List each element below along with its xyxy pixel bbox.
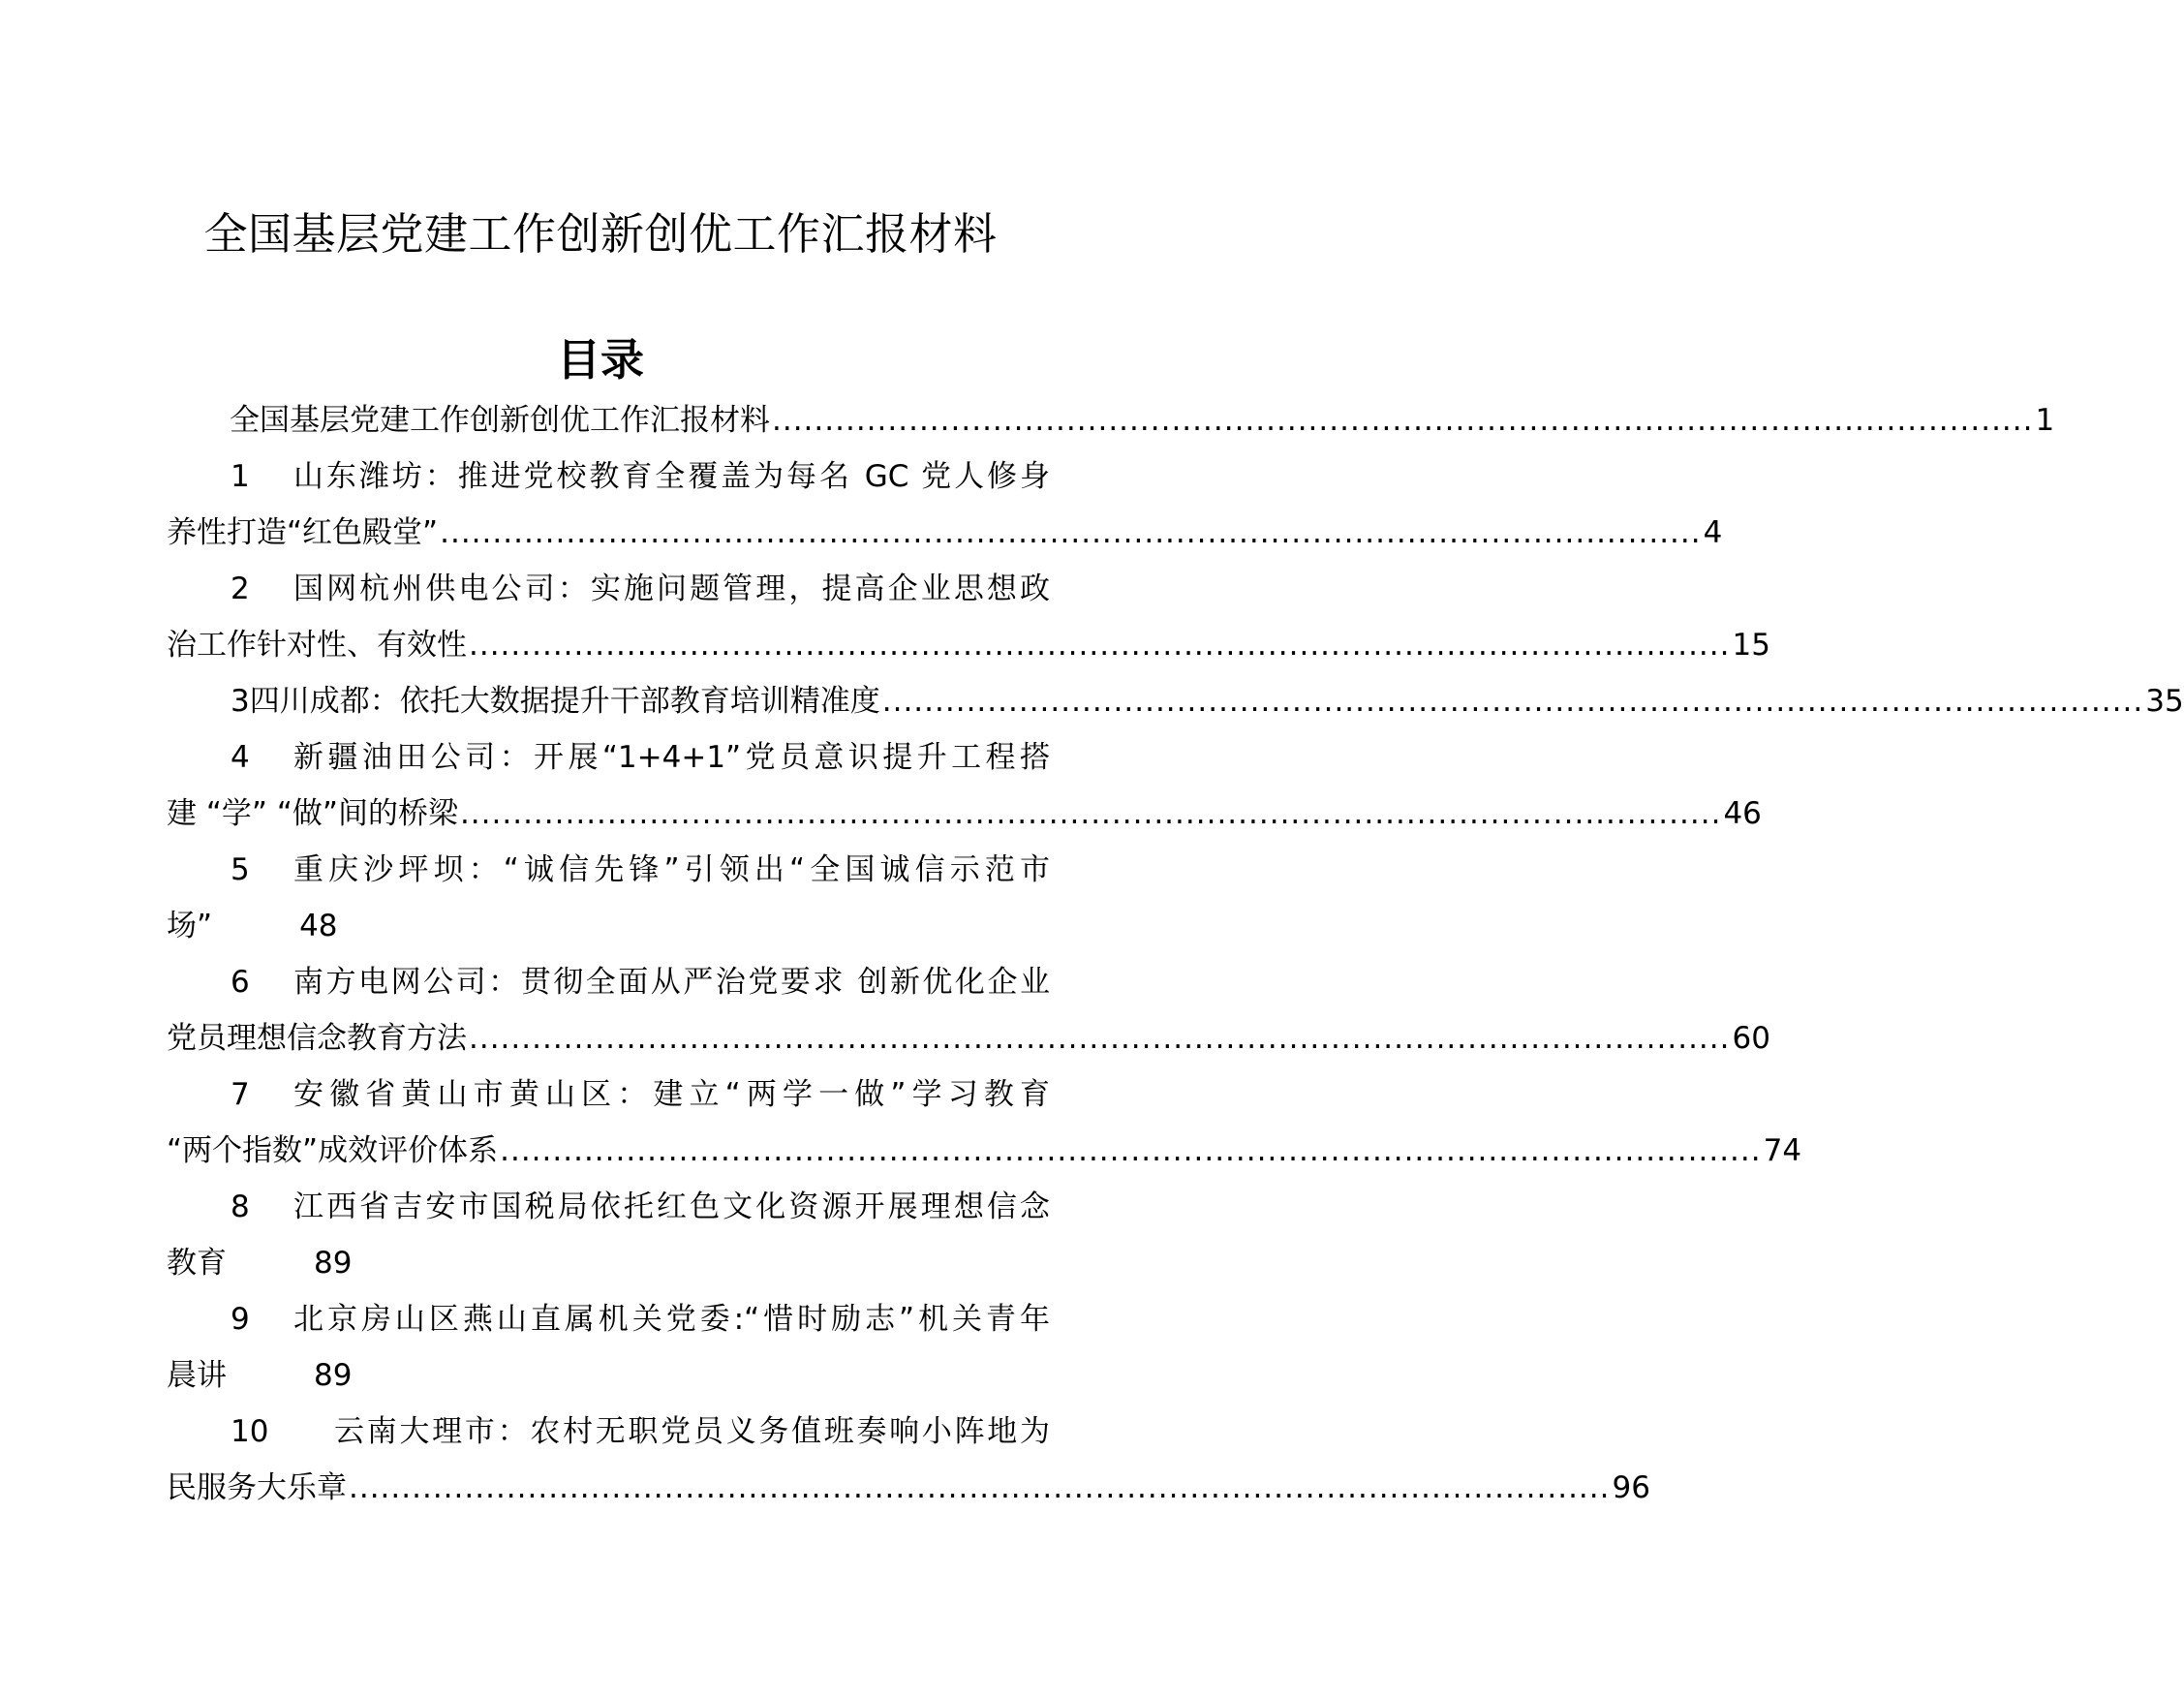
- toc-entry-number: 1: [231, 459, 250, 494]
- toc-entry-text: 山东潍坊：推进党校教育全覆盖为每名 GC 党人修身: [293, 459, 1050, 494]
- toc-entry-text: 北京房山区燕山直属机关党委:“惜时励志”机关青年: [293, 1302, 1050, 1337]
- toc-leader-dots: ........................................................................................................................: [881, 684, 2144, 719]
- toc-entry-text: 全国基层党建工作创新创优工作汇报材料: [230, 403, 770, 438]
- toc-entry-6-line2[interactable]: [167, 1010, 1770, 1066]
- toc-entry-3-line1[interactable]: [167, 673, 2184, 729]
- toc-page-number: 48: [299, 909, 338, 943]
- toc-entry-8-line1[interactable]: [167, 1179, 1050, 1235]
- toc-entry-text: 安徽省黄山市黄山区：建立“两学一做”学习教育: [293, 1077, 1050, 1112]
- toc-page-number: 96: [1612, 1470, 1650, 1505]
- toc-page-number: 74: [1763, 1133, 1802, 1168]
- toc-entry-6-line1[interactable]: [167, 954, 1050, 1010]
- toc-leader-dots: ........................................................................................................................: [772, 403, 2034, 438]
- toc-entry-text: 国网杭州供电公司：实施问题管理，提高企业思想政: [293, 571, 1050, 606]
- toc-entry-1-line1[interactable]: [167, 448, 1050, 505]
- toc-entry-number: 6: [231, 965, 250, 1000]
- toc-leader-dots: ........................................................................................................................: [459, 796, 1722, 831]
- toc-entry-text-cont: “两个指数”成效评价体系: [167, 1133, 499, 1168]
- toc-entry-number: 9: [231, 1302, 250, 1337]
- toc-heading: 目录: [556, 334, 644, 386]
- toc-entry-1-line2[interactable]: [167, 505, 1723, 561]
- toc-page-number: 89: [314, 1358, 353, 1393]
- toc-entry-4-line2[interactable]: [167, 786, 1762, 842]
- toc-entry-9-line1[interactable]: [167, 1291, 1050, 1347]
- toc-entry-text: 重庆沙坪坝：“诚信先锋”引领出“全国诚信示范市: [293, 852, 1050, 887]
- toc-page-number: 1: [2035, 403, 2055, 438]
- document-title: 全国基层党建工作创新创优工作汇报材料: [203, 208, 998, 260]
- toc-entry-text: 南方电网公司：贯彻全面从严治党要求 创新优化企业: [293, 965, 1050, 1000]
- toc-entry-5-line1[interactable]: [167, 842, 1050, 898]
- toc-entry-4-line1[interactable]: [167, 729, 1050, 786]
- table-of-contents: [167, 392, 2184, 1516]
- toc-entry-number: 3: [231, 684, 250, 719]
- toc-entry-text: 云南大理市：农村无职党员义务值班奏响小阵地为: [334, 1414, 1050, 1449]
- toc-entry-9-line2[interactable]: [167, 1347, 1050, 1404]
- toc-entry-text-cont: 治工作针对性、有效性: [167, 628, 467, 663]
- toc-entry-text-cont: 建 “学” “做”间的桥梁: [167, 796, 458, 831]
- toc-leader-dots: ........................................................................................................................: [469, 1021, 1731, 1056]
- toc-page-number: 89: [314, 1246, 353, 1281]
- toc-entry-text-cont: 养性打造“红色殿堂”: [167, 515, 439, 550]
- toc-leader-dots: ........................................................................................................................: [349, 1470, 1611, 1505]
- toc-entry-text: 江西省吉安市国税局依托红色文化资源开展理想信念: [293, 1189, 1050, 1224]
- toc-entry-text: 新疆油田公司：开展“1+4+1”党员意识提升工程搭: [293, 740, 1050, 775]
- toc-entry-text: 四川成都：依托大数据提升干部教育培训精准度: [249, 684, 880, 719]
- toc-entry-7-line1[interactable]: [167, 1066, 1050, 1123]
- toc-entry-text-cont: 场”: [167, 909, 213, 943]
- toc-entry-10-line2[interactable]: [167, 1460, 1650, 1516]
- toc-entry-10-line1[interactable]: [167, 1404, 1050, 1460]
- toc-page-number: 15: [1732, 628, 1770, 663]
- toc-entry-text-cont: 党员理想信念教育方法: [167, 1021, 467, 1056]
- toc-entry-2-line2[interactable]: [167, 617, 1770, 673]
- toc-leader-dots: ........................................................................................................................: [469, 628, 1731, 663]
- toc-entry-number: 5: [231, 852, 250, 887]
- toc-entry-number: 10: [231, 1414, 269, 1449]
- toc-entry-main[interactable]: [167, 392, 2055, 448]
- toc-page-number: 46: [1723, 796, 1762, 831]
- toc-entry-7-line2[interactable]: [167, 1123, 1802, 1179]
- toc-entry-text-cont: 民服务大乐章: [167, 1470, 347, 1505]
- toc-entry-text-cont: 晨讲: [167, 1358, 227, 1393]
- toc-page-number: 35: [2145, 684, 2184, 719]
- toc-page-number: 4: [1703, 515, 1723, 550]
- toc-entry-8-line2[interactable]: [167, 1235, 1050, 1291]
- toc-entry-number: 4: [231, 740, 250, 775]
- toc-entry-5-line2[interactable]: [167, 898, 1050, 954]
- toc-entry-number: 7: [231, 1077, 250, 1112]
- toc-leader-dots: ........................................................................................................................: [500, 1133, 1762, 1168]
- toc-entry-number: 2: [231, 571, 250, 606]
- toc-leader-dots: ........................................................................................................................: [440, 515, 1702, 550]
- toc-entry-2-line1[interactable]: [167, 561, 1050, 617]
- toc-page-number: 60: [1732, 1021, 1770, 1056]
- toc-entry-text-cont: 教育: [167, 1246, 227, 1281]
- toc-entry-number: 8: [231, 1189, 250, 1224]
